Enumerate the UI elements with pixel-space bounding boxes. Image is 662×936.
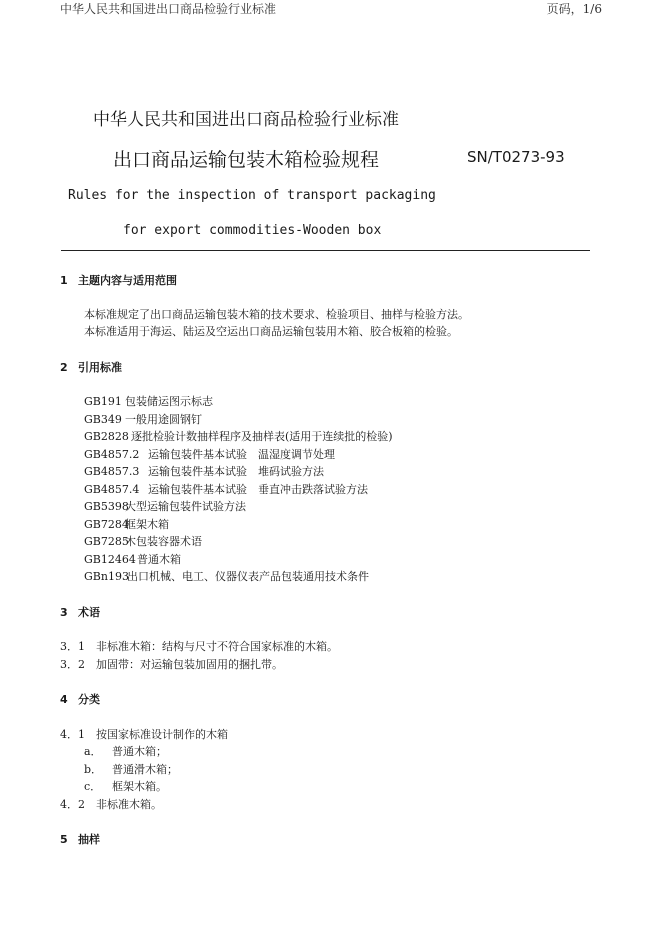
reference-item: [84, 533, 202, 549]
list-label: a．: [84, 745, 102, 758]
reference-code: GBn193: [84, 570, 129, 583]
section-number: 2: [60, 361, 68, 374]
reference-item: [84, 568, 369, 584]
section-title: 分类: [78, 693, 100, 706]
clause: [60, 656, 283, 672]
section-heading-2: [60, 359, 122, 375]
reference-code: GB7285: [84, 535, 129, 548]
reference-title: 运输包装件基本试验 温湿度调节处理: [148, 448, 335, 461]
reference-item: [84, 498, 246, 514]
english-title-line-2: for export commodities-Wooden box: [123, 223, 382, 238]
clause-text: 非标准木箱。: [96, 798, 162, 811]
section-number: 4: [60, 693, 68, 706]
clause-number: 3．2: [60, 658, 85, 671]
section-heading-5: [60, 831, 100, 847]
reference-title: 普通木箱: [137, 553, 181, 566]
reference-code: GB12464: [84, 553, 136, 566]
reference-title: 逐批检验计数抽样程序及抽样表(适用于连续批的检验): [131, 430, 393, 443]
reference-code: GB349: [84, 413, 122, 426]
list-label: c．: [84, 780, 102, 793]
reference-title: 大型运输包装件试验方法: [125, 500, 246, 513]
clause-text: 按国家标准设计制作的木箱: [96, 728, 228, 741]
section-number: 3: [60, 606, 68, 619]
reference-code: GB191: [84, 395, 122, 408]
section-heading-1: [60, 272, 177, 288]
reference-item: [84, 516, 169, 532]
clause-number: 4．2: [60, 798, 85, 811]
reference-item: [84, 481, 368, 497]
section-title: 主题内容与适用范围: [78, 274, 177, 287]
section-heading-4: [60, 691, 100, 707]
list-item: [84, 743, 167, 759]
reference-code: GB2828: [84, 430, 129, 443]
reference-code: GB4857.2: [84, 448, 140, 461]
reference-title: 运输包装件基本试验 堆码试验方法: [148, 465, 324, 478]
list-item: [84, 778, 167, 794]
list-text: 普通木箱；: [112, 745, 167, 758]
clause: [60, 726, 228, 742]
reference-title: 框架木箱: [125, 518, 169, 531]
page-counter: 页码，1/6: [546, 2, 602, 16]
reference-code: GB5398: [84, 500, 129, 513]
reference-title: 包装储运图示标志: [125, 395, 213, 408]
reference-code: GB4857.3: [84, 465, 140, 478]
reference-title: 木包装容器术语: [125, 535, 202, 548]
clause-number: 3．1: [60, 640, 85, 653]
clause: [60, 638, 338, 654]
document-title: 出口商品运输包装木箱检验规程: [113, 149, 380, 171]
clause: [60, 796, 162, 812]
clause-text: 非标准木箱：结构与尺寸不符合国家标准的木箱。: [96, 640, 338, 653]
reference-item: [84, 551, 181, 567]
running-header: 中华人民共和国进出口商品检验行业标准: [60, 2, 277, 16]
list-label: b．: [84, 763, 103, 776]
reference-item: [84, 393, 213, 409]
paragraph: 本标准适用于海运、陆运及空运出口商品运输包装用木箱、胶合板箱的检验。: [84, 325, 458, 338]
reference-code: GB7284: [84, 518, 129, 531]
list-item: [84, 761, 178, 777]
paragraph: 本标准规定了出口商品运输包装木箱的技术要求、检验项目、抽样与检验方法。: [84, 308, 469, 321]
reference-title: 一般用途圆钢钉: [125, 413, 202, 426]
clause-number: 4．1: [60, 728, 85, 741]
section-number: 5: [60, 833, 68, 846]
section-title: 引用标准: [78, 361, 122, 374]
section-title: 抽样: [78, 833, 100, 846]
reference-title: 出口机械、电工、仪器仪表产品包装通用技术条件: [127, 570, 369, 583]
section-number: 1: [60, 274, 68, 287]
reference-item: [84, 411, 202, 427]
english-title-line-1: Rules for the inspection of transport packaging: [68, 188, 436, 203]
document-code: SN/T0273-93: [467, 148, 565, 166]
reference-item: [84, 446, 335, 462]
reference-item: [84, 463, 324, 479]
section-heading-3: [60, 604, 100, 620]
list-text: 普通滑木箱；: [112, 763, 178, 776]
reference-title: 运输包装件基本试验 垂直冲击跌落试验方法: [148, 483, 368, 496]
list-text: 框架木箱。: [112, 780, 167, 793]
section-title: 术语: [78, 606, 100, 619]
clause-text: 加固带：对运输包装加固用的捆扎带。: [96, 658, 283, 671]
reference-item: [84, 428, 393, 444]
title-divider: [61, 250, 590, 251]
reference-code: GB4857.4: [84, 483, 140, 496]
org-title: 中华人民共和国进出口商品检验行业标准: [93, 110, 399, 130]
